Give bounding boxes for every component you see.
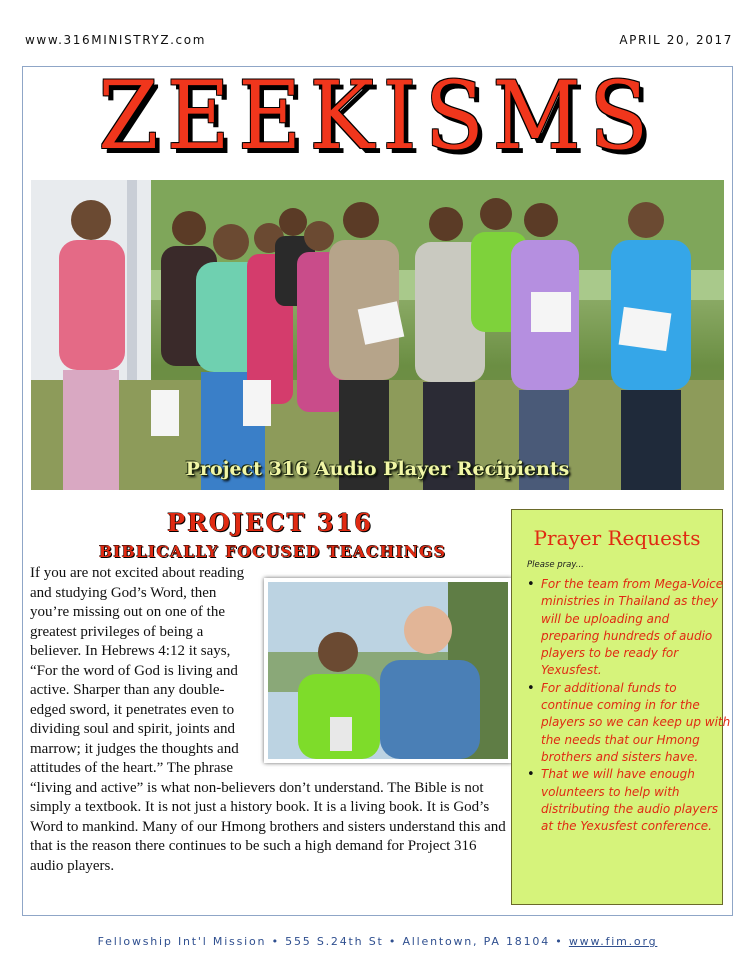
header-website: www.316MINISTRYZ.com xyxy=(25,33,206,47)
article-title: PROJECT 316 xyxy=(167,508,373,537)
bullet-icon: • xyxy=(527,767,535,783)
group-photo-illustration xyxy=(31,180,724,490)
prayer-requests-intro: Please pray... xyxy=(527,560,584,570)
hero-photo-caption: Project 316 Audio Player Recipients xyxy=(185,458,570,480)
prayer-requests-list xyxy=(525,576,731,835)
article-subtitle: BIBLICALLY FOCUSED TEACHINGS xyxy=(98,542,447,561)
hero-photo xyxy=(31,180,724,490)
prayer-requests-box xyxy=(511,509,731,905)
prayer-request-item: • For additional funds to continue coming in for the players so we can keep up with the needs that our Hmong brothers and sisters have. xyxy=(527,680,731,764)
bullet-icon: • xyxy=(527,577,535,592)
prayer-requests-title: Prayer Requests xyxy=(533,526,701,550)
prayer-request-item: • For the team from Mega-Voice ministries in Thailand as they will be uploading and preparing hundreds of audio players to be ready for Yexusfest. xyxy=(527,577,724,678)
masthead-title: ZEEKISMS xyxy=(98,62,657,171)
footer-website-link[interactable]: www.fim.org xyxy=(568,935,658,948)
inset-photo xyxy=(264,578,512,763)
bullet-icon: • xyxy=(527,680,535,696)
prayer-request-item: • That we will have enough volunteers to help with distributing the audio players at the Yexusfest conference. xyxy=(527,767,719,834)
footer xyxy=(0,935,755,948)
header-date: APRIL 20, 2017 xyxy=(619,33,733,47)
article-body xyxy=(30,564,512,876)
two-men-photo-illustration xyxy=(268,582,508,759)
footer-address: Fellowship Int'l Mission • 555 S.24th St • Allentown, PA 18104 • xyxy=(97,935,564,948)
article-text: If you are not excited about reading and studying God’s Word, then you’re missing out on one of the greatest privileges of being a believer. In Hebrews 4:12 it says, “For the word of God is living and active. Sharper than any double-edged sword, it penetrates even to dividing soul and spirit, joints and marrow; it judges the thoughts and attitudes of the heart.” The phrase “living and active” is what non-believers don’t understand. The Bible is not simply a textbook. It is not just a history book. It is a living book. It is God’s Word to mankind. Many of our Hmong brothers and sisters understand this and that is the reason there continues to be such a high demand for Project 316 audio players. xyxy=(30,565,506,874)
